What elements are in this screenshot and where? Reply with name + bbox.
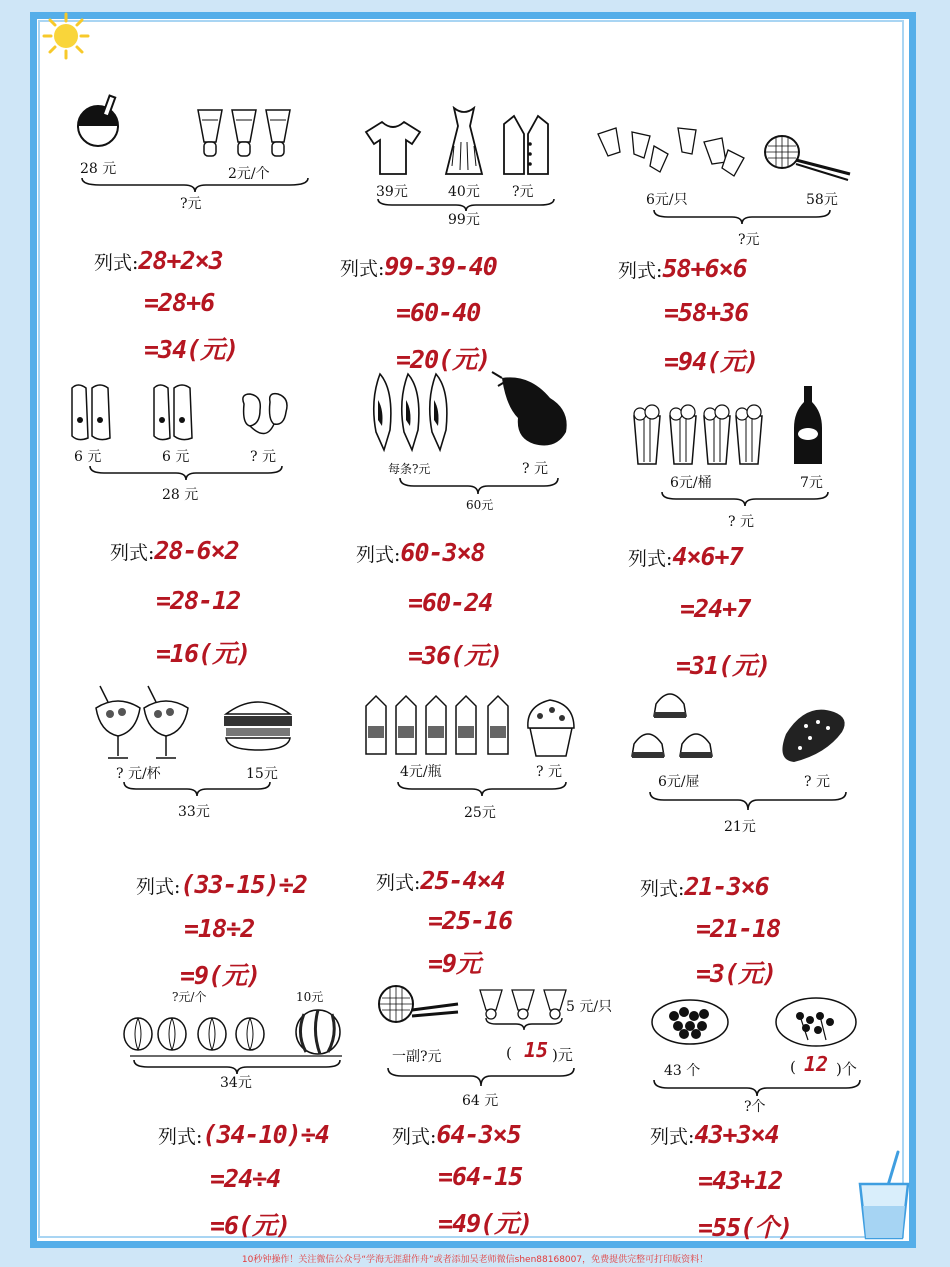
popcorn-cola-icons [630, 384, 830, 468]
shoes-gloves-icons [66, 380, 306, 444]
p11-brace [386, 1066, 576, 1088]
tshirt-icon [364, 118, 422, 176]
p12-label-4: ?个 [744, 1099, 766, 1115]
p7-label-2: 15元 [246, 766, 278, 782]
p1-formula-label: 列式: [94, 252, 139, 274]
p9-formula-label: 列式: [640, 878, 685, 900]
p4-line-2: =28-12 [156, 586, 241, 615]
p7-label-3: 33元 [178, 804, 210, 820]
p11-label-1: 一副?元 [392, 1049, 442, 1065]
p6-line-3: =31(元) [676, 651, 771, 680]
p11-label-4: 5 元/只 [566, 999, 613, 1015]
p9-label-1: 6元/屉 [658, 774, 700, 790]
p9-label-2: ? 元 [804, 774, 830, 790]
p4-brace [88, 464, 284, 482]
p12-answer: 12 [804, 1052, 829, 1076]
p3-label-1: 6元/只 [646, 192, 688, 208]
p7-label-1: ? 元/杯 [116, 766, 161, 782]
p11-small-brace [484, 1016, 564, 1032]
racket-pair-icon [376, 982, 462, 1030]
p1-line-1: 28+2×3 [138, 246, 223, 275]
p11-paren-close: )元 [552, 1046, 573, 1064]
p5-formula-label: 列式: [356, 544, 401, 566]
p8-brace [396, 780, 568, 798]
vest-icon [500, 114, 552, 178]
p7-brace [122, 780, 272, 798]
p2-label-4: 99元 [448, 212, 480, 228]
plates-icons [650, 994, 860, 1048]
p9-label-3: 21元 [724, 819, 756, 835]
p3-formula-label: 列式: [618, 260, 663, 282]
p6-label-3: ? 元 [728, 514, 754, 530]
p12-paren-close: )个 [836, 1060, 857, 1078]
p11-answer: 15 [524, 1038, 549, 1062]
p4-label-4: 28 元 [162, 487, 199, 503]
p3-brace [652, 208, 832, 226]
p6-line-2: =24+7 [680, 594, 751, 623]
p12-line-1: 43+3×4 [694, 1120, 779, 1149]
p5-label-3: 60元 [466, 498, 494, 512]
p3-line-2: =58+36 [664, 298, 749, 327]
p8-label-2: ? 元 [536, 764, 562, 780]
p6-line-1: 4×6+7 [672, 542, 743, 571]
p12-paren-open: ( [790, 1058, 796, 1076]
p10-label-2: 10元 [296, 990, 324, 1004]
p12-brace [652, 1078, 862, 1098]
p10-line-2: =24÷4 [210, 1164, 281, 1193]
sun-icon [42, 12, 90, 60]
p2-line-3: =20(元) [396, 345, 491, 374]
p5-label-1: 每条?元 [388, 462, 431, 476]
p2-line-1: 99-39-40 [384, 252, 497, 281]
p1-line-2: =28+6 [144, 288, 215, 317]
drink-cup-icon [852, 1148, 916, 1244]
dress-icon [440, 106, 488, 178]
melons-watermelon-icons [122, 1004, 344, 1058]
p7-line-3: =9(元) [180, 961, 261, 990]
p5-line-2: =60-24 [408, 588, 493, 617]
p7-line-1: (33-15)÷2 [180, 870, 307, 899]
fish-lobster-icons [370, 370, 574, 456]
sundae-burger-icons [92, 684, 292, 762]
p4-line-1: 28-6×2 [154, 536, 239, 565]
p6-label-1: 6元/桶 [670, 475, 712, 491]
p5-line-1: 60-3×8 [400, 538, 485, 567]
footer-notice: 10秒钟操作！关注微信公众号“学海无涯甜作舟”或者添加吴老师微信shen88168007，免费提供完整可打印版资料！ [241, 1255, 709, 1265]
p11-label-5: 64 元 [462, 1093, 499, 1109]
p6-brace [660, 490, 830, 508]
p9-line-2: =21-18 [696, 914, 781, 943]
p10-label-1: ?元/个 [172, 990, 207, 1004]
shuttlecock-group-icon [594, 124, 746, 180]
milk-cupcake-icons [362, 692, 580, 758]
p4-label-1: 6 元 [74, 449, 102, 465]
p9-line-1: 21-3×6 [684, 872, 769, 901]
shuttlecock-icons [194, 108, 294, 160]
p10-line-3: =6(元) [210, 1211, 291, 1240]
p3-line-1: 58+6×6 [662, 254, 747, 283]
buns-corn-icons [630, 682, 854, 766]
p9-line-3: =3(元) [696, 959, 777, 988]
p5-label-2: ? 元 [522, 461, 548, 477]
p4-label-2: 6 元 [162, 449, 190, 465]
p7-formula-label: 列式: [136, 876, 181, 898]
p1-label-1: 28 元 [80, 161, 117, 177]
p12-line-3: =55(个) [698, 1213, 793, 1242]
p12-label-1: 43 个 [664, 1063, 701, 1079]
badminton-racket-icon [762, 132, 856, 182]
p4-label-3: ? 元 [250, 449, 276, 465]
p11-line-1: 64-3×5 [436, 1120, 521, 1149]
p11-line-3: =49(元) [438, 1209, 533, 1238]
p2-label-1: 39元 [376, 184, 408, 200]
p9-brace [648, 790, 848, 812]
p1-brace [80, 176, 310, 194]
p2-line-2: =60-40 [396, 298, 481, 327]
p1-label-2: 2元/个 [228, 166, 270, 182]
p8-line-3: =9元 [428, 949, 481, 978]
p2-label-2: 40元 [448, 184, 480, 200]
p6-formula-label: 列式: [628, 548, 673, 570]
p1-label-3: ?元 [180, 196, 202, 212]
p3-line-3: =94(元) [664, 347, 759, 376]
p1-line-3: =34(元) [144, 335, 239, 364]
p8-formula-label: 列式: [376, 872, 421, 894]
p3-label-3: ?元 [738, 232, 760, 248]
ping-pong-paddle-icon [76, 94, 120, 156]
p3-label-2: 58元 [806, 192, 838, 208]
p4-line-3: =16(元) [156, 639, 251, 668]
p11-line-2: =64-15 [438, 1162, 523, 1191]
p5-brace [398, 476, 560, 496]
p10-label-3: 34元 [220, 1075, 252, 1091]
p10-formula-label: 列式: [158, 1126, 203, 1148]
p8-label-1: 4元/瓶 [400, 764, 442, 780]
p11-formula-label: 列式: [392, 1126, 437, 1148]
p8-line-2: =25-16 [428, 906, 513, 935]
p6-label-2: 7元 [800, 475, 823, 491]
p2-label-3: ?元 [512, 184, 534, 200]
p8-line-1: 25-4×4 [420, 866, 505, 895]
p10-line-1: (34-10)÷4 [202, 1120, 329, 1149]
p4-formula-label: 列式: [110, 542, 155, 564]
p7-line-2: =18÷2 [184, 914, 255, 943]
p11-paren-open: ( [506, 1044, 512, 1062]
p2-formula-label: 列式: [340, 258, 385, 280]
p5-line-3: =36(元) [408, 641, 503, 670]
p12-line-2: =43+12 [698, 1166, 783, 1195]
p8-label-3: 25元 [464, 805, 496, 821]
p12-formula-label: 列式: [650, 1126, 695, 1148]
